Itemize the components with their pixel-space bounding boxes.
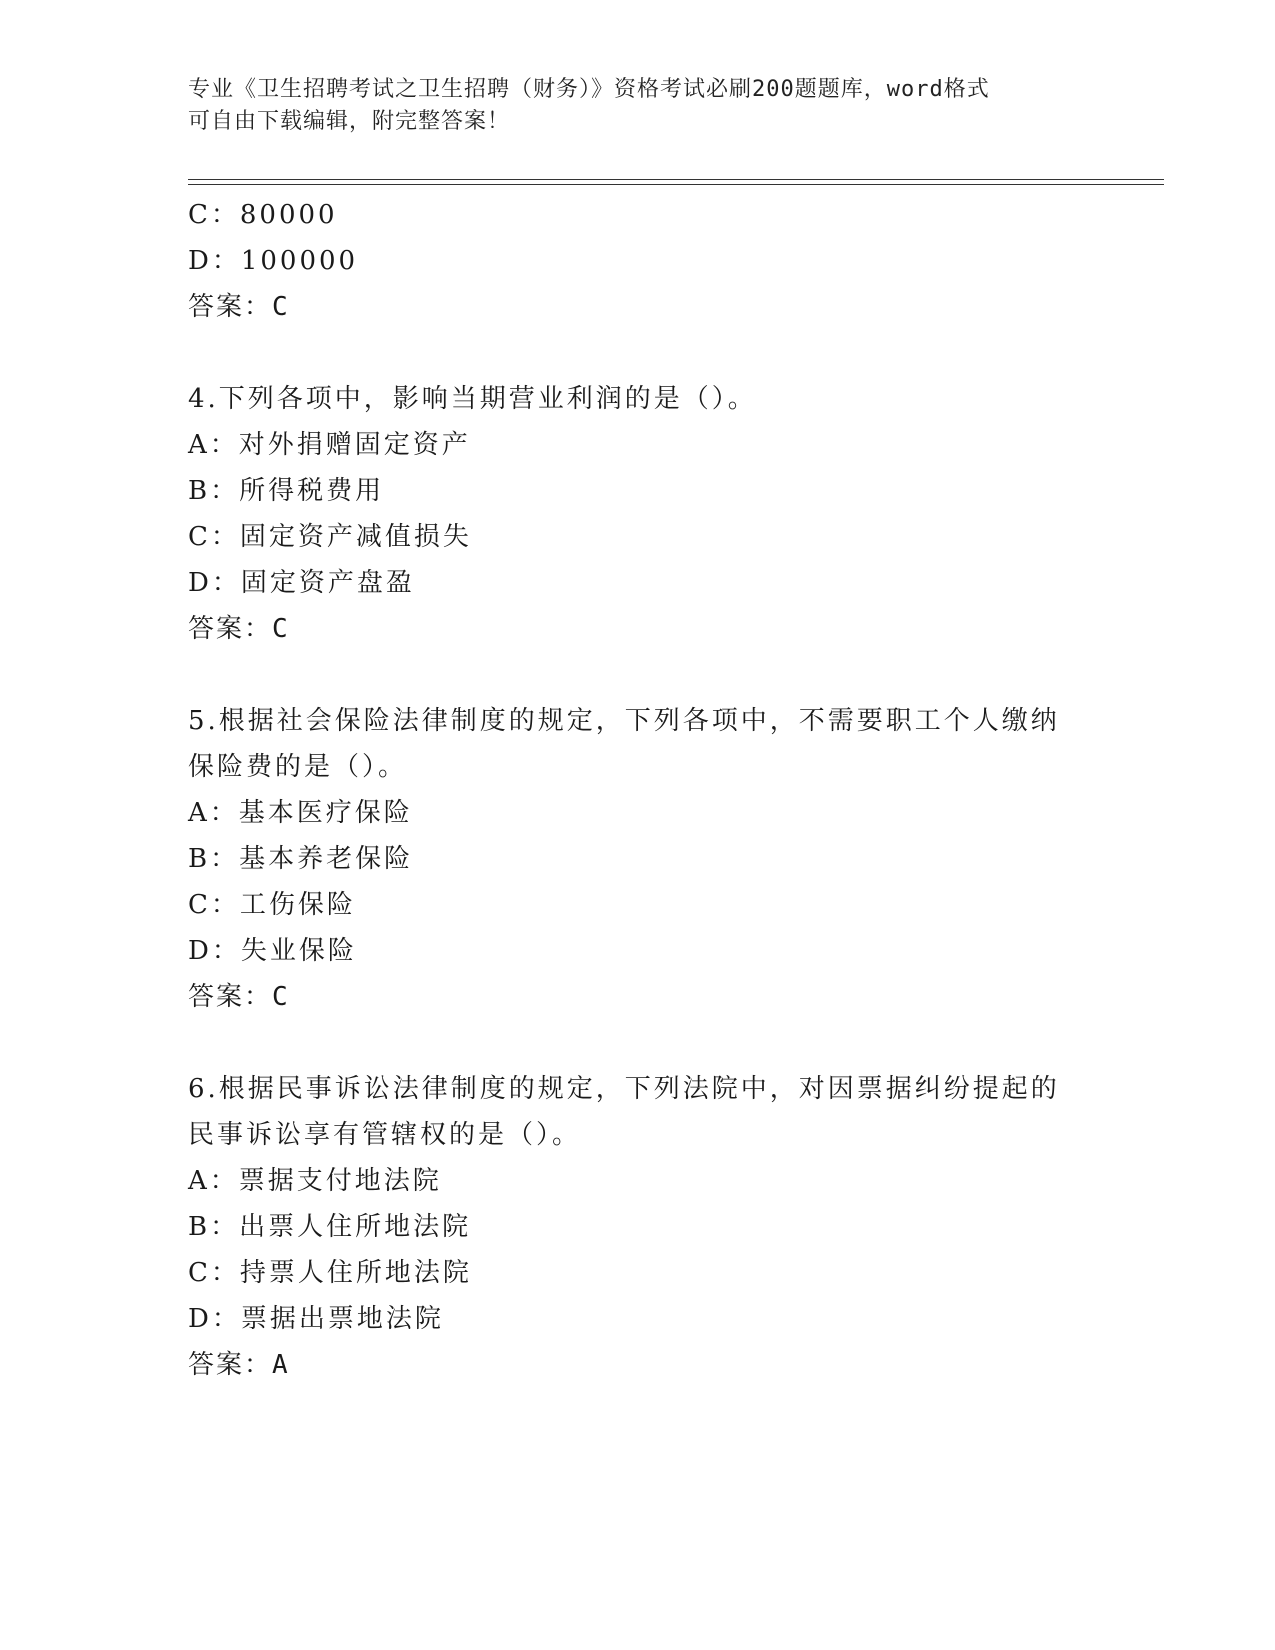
answer-line: [188, 284, 1088, 330]
option-d: D：固定资产盘盈: [188, 568, 415, 598]
question-6: [188, 1066, 1088, 1388]
option-a: A：基本医疗保险: [188, 798, 413, 828]
option-d: D：100000: [188, 246, 359, 276]
answer-label: 答案：: [188, 1350, 273, 1380]
question-text-line-2: 民事诉讼享有管辖权的是（）。: [188, 1120, 582, 1150]
option-b: B：基本养老保险: [188, 844, 414, 874]
question-text-line-1: 5.根据社会保险法律制度的规定，下列各项中，不需要职工个人缴纳: [188, 706, 1060, 736]
header-title-line-2: 可自由下载编辑，附完整答案！: [188, 109, 511, 134]
answer-value: C: [272, 614, 290, 644]
question-text-line-1: 6.根据民事诉讼法律制度的规定，下列法院中，对因票据纠纷提起的: [188, 1074, 1060, 1104]
document-body: [188, 192, 1088, 1388]
option-d: D：失业保险: [188, 936, 357, 966]
document-header: [188, 74, 1068, 138]
answer-line: [188, 1342, 1088, 1388]
header-divider-bottom: [188, 184, 1164, 185]
header-title-line-1: 专业《卫生招聘考试之卫生招聘（财务）》资格考试必刷200题题库，word格式: [188, 77, 990, 102]
option-a: A：票据支付地法院: [188, 1166, 442, 1196]
answer-line: [188, 606, 1088, 652]
question-text-line-2: 保险费的是（）。: [188, 752, 408, 782]
option-b: B：所得税费用: [188, 476, 385, 506]
option-b: B：出票人住所地法院: [188, 1212, 472, 1242]
option-a: A：对外捐赠固定资产: [188, 430, 471, 460]
question-text: 4.下列各项中，影响当期营业利润的是（）。: [188, 384, 757, 414]
option-c: C：80000: [188, 200, 338, 230]
spacer: [188, 330, 1088, 376]
question-4: [188, 376, 1088, 652]
question-5: [188, 698, 1088, 1020]
answer-label: 答案：: [188, 614, 273, 644]
spacer: [188, 652, 1088, 698]
option-c: C：固定资产减值损失: [188, 522, 472, 552]
answer-label: 答案：: [188, 982, 273, 1012]
answer-line: [188, 974, 1088, 1020]
option-c: C：工伤保险: [188, 890, 356, 920]
question-fragment: [188, 192, 1088, 330]
answer-label: 答案：: [188, 292, 273, 322]
answer-value: C: [272, 982, 290, 1012]
answer-value: C: [272, 292, 290, 322]
spacer: [188, 1020, 1088, 1066]
answer-value: A: [272, 1350, 290, 1380]
option-d: D：票据出票地法院: [188, 1304, 444, 1334]
header-divider-top: [188, 179, 1164, 180]
option-c: C：持票人住所地法院: [188, 1258, 472, 1288]
